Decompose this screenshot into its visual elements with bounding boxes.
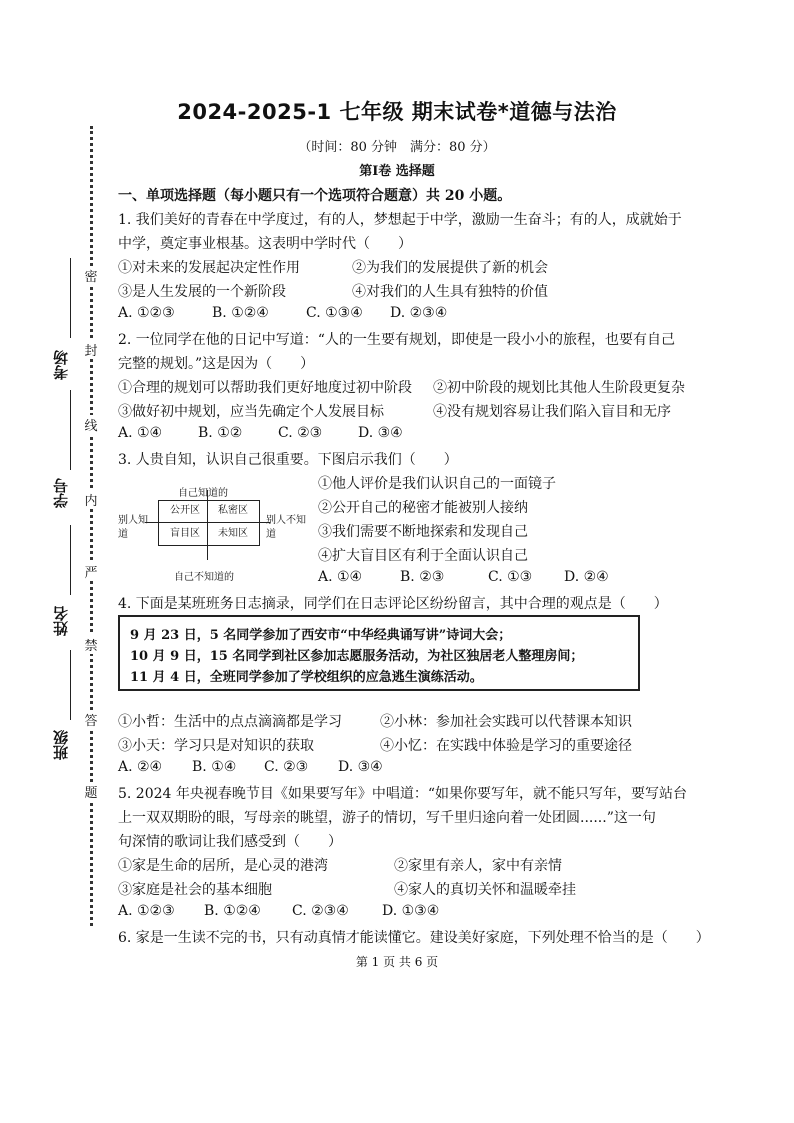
field-exam-room: 考场 bbox=[52, 350, 70, 380]
q4-statement-2: ②小林：参加社会实践可以代替课本知识 bbox=[380, 714, 632, 730]
q3-statement-1: ①他人评价是我们认识自己的一面镜子 bbox=[318, 476, 556, 492]
class-log-entry: 10 月 9 日，15 名同学到社区参加志愿服务活动，为社区独居老人整理房间； bbox=[130, 649, 584, 664]
question-5-stem: 5. 2024 年央视春晚节目《如果要写年》中唱道：“如果你要写年，就不能只写年，要写站台 bbox=[118, 786, 688, 802]
q2-statement-1: ①合理的规划可以帮助我们更好地度过初中阶段 bbox=[118, 380, 412, 396]
q5-statement-1: ①家是生命的居所，是心灵的港湾 bbox=[118, 858, 328, 874]
question-1-stem: 中学，奠定事业根基。这表明中学时代（ ） bbox=[118, 236, 412, 252]
q2-choice-b[interactable]: B. ①② bbox=[198, 425, 243, 441]
q3-statement-4: ④扩大盲目区有利于全面认识自己 bbox=[318, 548, 528, 564]
q1-statement-4: ④对我们的人生具有独特的价值 bbox=[352, 284, 548, 300]
diagram-blind-area: 盲目区 bbox=[170, 528, 200, 539]
seal-char: 封 bbox=[82, 340, 100, 359]
q4-statement-3: ③小天：学习只是对知识的获取 bbox=[118, 738, 314, 754]
q2-statement-2: ②初中阶段的规划比其他人生阶段更复杂 bbox=[433, 380, 685, 396]
field-student-id-line bbox=[70, 390, 71, 470]
seal-char: 题 bbox=[82, 782, 100, 801]
field-student-id: 学号 bbox=[52, 478, 70, 508]
q5-choice-b[interactable]: B. ①②④ bbox=[204, 903, 261, 919]
seal-char: 密 bbox=[82, 266, 100, 285]
q1-statement-1: ①对未来的发展起决定性作用 bbox=[118, 260, 300, 276]
diagram-bottom-label: 自己不知道的 bbox=[174, 572, 234, 583]
q5-choice-a[interactable]: A. ①②③ bbox=[118, 903, 175, 919]
volume-heading: 第Ⅰ卷 选择题 bbox=[359, 164, 435, 179]
diagram-open-area: 公开区 bbox=[170, 505, 200, 516]
binding-dotted-line bbox=[90, 126, 93, 926]
q1-choice-d[interactable]: D. ②③④ bbox=[390, 305, 448, 321]
class-log-entry: 9 月 23 日，5 名同学参加了西安市“中华经典诵写讲”诗词大会； bbox=[130, 628, 512, 643]
q4-choice-c[interactable]: C. ②③ bbox=[264, 759, 309, 775]
question-6-stem: 6. 家是一生读不完的书，只有动真情才能读懂它。建设美好家庭，下列处理不恰当的是（ ） bbox=[118, 930, 710, 946]
question-5-stem: 句深情的歌词让我们感受到（ ） bbox=[118, 834, 342, 850]
q3-choice-a[interactable]: A. ①④ bbox=[318, 569, 363, 585]
q3-choice-d[interactable]: D. ②④ bbox=[564, 569, 609, 585]
diagram-top-label: 自己知道的 bbox=[178, 488, 228, 499]
q3-choice-b[interactable]: B. ②③ bbox=[400, 569, 445, 585]
q1-statement-2: ②为我们的发展提供了新的机会 bbox=[352, 260, 548, 276]
q1-statement-3: ③是人生发展的一个新阶段 bbox=[118, 284, 286, 300]
q2-statement-3: ③做好初中规划，应当先确定个人发展目标 bbox=[118, 404, 384, 420]
q4-statement-4: ④小忆：在实践中体验是学习的重要途径 bbox=[380, 738, 632, 754]
section-heading: 一、单项选择题（每小题只有一个选项符合题意）共 20 小题。 bbox=[118, 188, 512, 204]
field-name: 姓名 bbox=[52, 606, 70, 636]
seal-char: 禁 bbox=[82, 635, 100, 654]
question-3-stem: 3. 人贵自知，认识自己很重要。下图启示我们（ ） bbox=[118, 452, 458, 468]
q5-choice-d[interactable]: D. ①③④ bbox=[382, 903, 440, 919]
q3-statement-3: ③我们需要不断地探索和发现自己 bbox=[318, 524, 528, 540]
q1-choice-c[interactable]: C. ①③④ bbox=[306, 305, 363, 321]
question-2-stem: 2. 一位同学在他的日记中写道：“人的一生要有规划，即使是一段小小的旅程，也要有自己 bbox=[118, 332, 675, 348]
q2-statement-4: ④没有规划容易让我们陷入盲目和无序 bbox=[433, 404, 671, 420]
seal-char: 答 bbox=[82, 710, 100, 729]
q5-choice-c[interactable]: C. ②③④ bbox=[292, 903, 349, 919]
question-1-stem: 1. 我们美好的青春在中学度过，有的人，梦想起于中学，激励一生奋斗；有的人，成就始于 bbox=[118, 212, 682, 228]
field-name-line bbox=[70, 525, 71, 595]
q4-choice-a[interactable]: A. ②④ bbox=[118, 759, 163, 775]
q1-choice-a[interactable]: A. ①②③ bbox=[118, 305, 175, 321]
question-2-stem: 完整的规划。”这是因为（ ） bbox=[118, 356, 315, 372]
q5-statement-2: ②家里有亲人，家中有亲情 bbox=[394, 858, 562, 874]
q4-statement-1: ①小哲：生活中的点点滴滴都是学习 bbox=[118, 714, 342, 730]
q5-statement-3: ③家庭是社会的基本细胞 bbox=[118, 882, 272, 898]
field-class: 班级 bbox=[52, 730, 70, 760]
diagram-right-label: 别人不知道 bbox=[266, 515, 306, 540]
q2-choice-c[interactable]: C. ②③ bbox=[278, 425, 323, 441]
q4-choice-d[interactable]: D. ③④ bbox=[338, 759, 383, 775]
exam-info: （时间：80 分钟 满分：80 分） bbox=[298, 140, 496, 155]
diagram-left-label: 别人知道 bbox=[118, 515, 148, 540]
q1-choice-b[interactable]: B. ①②④ bbox=[212, 305, 269, 321]
diagram-unknown-area: 未知区 bbox=[218, 528, 248, 539]
question-5-stem: 上一双双期盼的眼，写母亲的眺望，游子的情切，写千里归途向着一处团圆......”这一句 bbox=[118, 810, 656, 826]
q3-statement-2: ②公开自己的秘密才能被别人接纳 bbox=[318, 500, 528, 516]
q5-statement-4: ④家人的真切关怀和温暖牵挂 bbox=[394, 882, 576, 898]
q2-choice-a[interactable]: A. ①④ bbox=[118, 425, 163, 441]
seal-char: 内 bbox=[82, 490, 100, 509]
q2-choice-d[interactable]: D. ③④ bbox=[358, 425, 403, 441]
question-4-stem: 4. 下面是某班班务日志摘录，同学们在日志评论区纷纷留言，其中合理的观点是（ ） bbox=[118, 596, 668, 612]
q4-choice-b[interactable]: B. ①④ bbox=[192, 759, 237, 775]
seal-char: 线 bbox=[82, 415, 100, 434]
seal-char: 严 bbox=[82, 562, 100, 581]
q3-choice-c[interactable]: C. ①③ bbox=[488, 569, 533, 585]
diagram-private-area: 私密区 bbox=[218, 505, 248, 516]
field-exam-room-line bbox=[70, 258, 71, 338]
class-log-entry: 11 月 4 日，全班同学参加了学校组织的应急逃生演练活动。 bbox=[130, 670, 483, 685]
page-title: 2024-2025-1 七年级 期末试卷*道德与法治 bbox=[177, 100, 617, 124]
field-class-line bbox=[70, 650, 71, 720]
page-number: 第 1 页 共 6 页 bbox=[355, 955, 439, 969]
